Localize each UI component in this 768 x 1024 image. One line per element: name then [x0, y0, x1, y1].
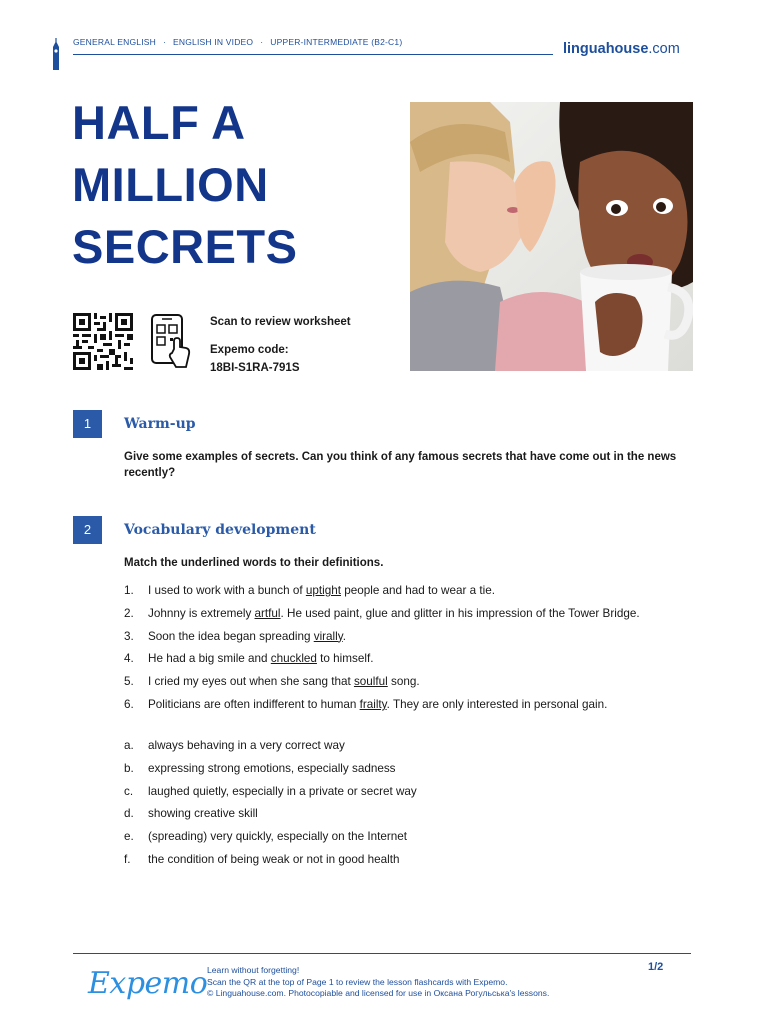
- definition-text: laughed quietly, especially in a private or secret way: [148, 784, 417, 798]
- list-item: [124, 630, 704, 653]
- breadcrumb: [73, 37, 402, 47]
- sentence-text: .: [342, 629, 346, 643]
- item-letter: d.: [124, 807, 134, 821]
- item-letter: a.: [124, 739, 134, 752]
- target-word: soulful: [353, 675, 388, 689]
- list-item: [124, 762, 704, 785]
- title-line: MILLION: [72, 158, 269, 211]
- vocabulary-instruction: Match the underlined words to their definitions.: [124, 557, 384, 569]
- item-number: 2.: [124, 606, 134, 620]
- page-title: [72, 92, 392, 278]
- list-item: [124, 853, 704, 876]
- hero-photo: [410, 102, 693, 371]
- sentence-text: to himself.: [316, 652, 374, 666]
- breadcrumb-item-english-in-video[interactable]: ENGLISH IN VIDEO: [173, 37, 254, 47]
- footer-copyright: © Linguahouse.com. Photocopiable and licensed for use in Оксана Рогульська's lessons.: [207, 988, 550, 998]
- item-letter: f.: [124, 852, 131, 866]
- sentence-text: I cried my eyes out when she sang that: [148, 675, 354, 689]
- list-item: [124, 739, 704, 762]
- item-number: 1.: [124, 584, 134, 597]
- sentence-text: He had a big smile and: [148, 652, 271, 666]
- section-title-vocabulary: Vocabulary development: [124, 522, 316, 538]
- item-number: 5.: [124, 675, 134, 689]
- page-number: 1/2: [648, 961, 664, 973]
- qr-code[interactable]: [73, 313, 133, 370]
- page-header: [0, 0, 768, 70]
- item-letter: e.: [124, 830, 134, 844]
- expemo-logo[interactable]: Expemo: [88, 966, 208, 1001]
- list-item: [124, 675, 704, 698]
- title-line: HALF A: [72, 96, 246, 149]
- expemo-code: 18BI-S1RA-791S: [210, 362, 300, 374]
- definition-text: expressing strong emotions, especially sadness: [148, 761, 396, 775]
- title-line: SECRETS: [72, 220, 298, 273]
- list-item: [124, 652, 704, 675]
- target-word: chuckled: [270, 652, 317, 666]
- item-letter: c.: [124, 784, 134, 798]
- expemo-code-label: Expemo code:: [210, 344, 289, 356]
- target-word: uptight: [305, 584, 341, 597]
- list-item: [124, 607, 704, 630]
- footer-tagline: Learn without forgetting!: [207, 965, 300, 975]
- definition-text: always behaving in a very correct way: [148, 739, 345, 752]
- item-letter: b.: [124, 761, 134, 775]
- warm-up-instruction: Give some examples of secrets. Can you think of any famous secrets that have come out in the news recently?: [124, 451, 677, 479]
- sentence-text: Johnny is extremely: [148, 606, 255, 620]
- definition-text: (spreading) very quickly, especially on the Internet: [148, 830, 407, 844]
- sentence-text: Politicians are often indifferent to human: [148, 697, 360, 711]
- sentence-text: . He used paint, glue and glitter in his impression of the Tower Bridge.: [280, 606, 640, 620]
- target-word: virally: [313, 629, 343, 643]
- section-number: 1: [73, 410, 102, 438]
- sentence-text: Soon the idea began spreading: [148, 629, 314, 643]
- breadcrumb-item-level[interactable]: UPPER-INTERMEDIATE (B2-C1): [270, 37, 403, 47]
- phone-scan-icon: [150, 313, 192, 371]
- scan-info: [210, 313, 351, 377]
- footer-text: [207, 965, 549, 1000]
- section-number: 2: [73, 516, 102, 544]
- sentence-text: song.: [387, 675, 420, 689]
- linguahouse-logo[interactable]: [563, 41, 680, 57]
- section-title-warm-up: Warm-up: [124, 416, 196, 432]
- list-item: [124, 698, 704, 721]
- breadcrumb-separator: ·: [163, 37, 167, 47]
- sentence-text: . They are only interested in personal gain.: [386, 697, 608, 711]
- footer-instruction: Scan the QR at the top of Page 1 to review the lesson flashcards with Expemo.: [207, 976, 508, 987]
- sentence-list: [124, 584, 704, 721]
- definition-list: [124, 739, 704, 876]
- target-word: frailty: [359, 697, 387, 711]
- brand-name: linguahouse: [563, 41, 649, 57]
- footer-divider: [73, 953, 691, 954]
- list-item: [124, 584, 704, 607]
- header-divider: [73, 54, 553, 55]
- list-item: [124, 807, 704, 830]
- breadcrumb-item-general-english[interactable]: GENERAL ENGLISH: [73, 37, 156, 47]
- sentence-text: people and had to wear a tie.: [340, 584, 495, 597]
- big-ben-icon: [51, 38, 61, 70]
- item-number: 3.: [124, 629, 134, 643]
- item-number: 6.: [124, 697, 134, 711]
- scan-heading: Scan to review worksheet: [210, 316, 351, 328]
- list-item: [124, 785, 704, 808]
- list-item: [124, 830, 704, 853]
- definition-text: showing creative skill: [148, 807, 258, 821]
- sentence-text: I used to work with a bunch of: [148, 584, 306, 597]
- breadcrumb-separator: ·: [260, 37, 264, 47]
- item-number: 4.: [124, 652, 134, 666]
- brand-domain: .com: [648, 41, 680, 57]
- target-word: artful: [254, 606, 281, 620]
- definition-text: the condition of being weak or not in good health: [148, 852, 400, 866]
